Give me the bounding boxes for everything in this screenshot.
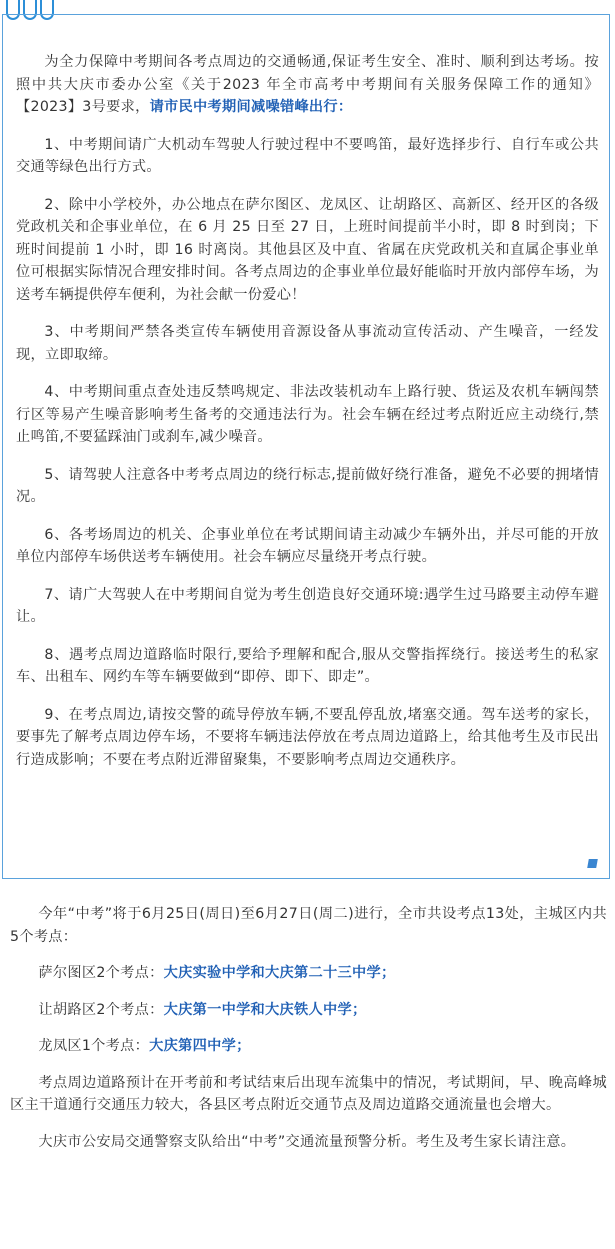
district-saertu xyxy=(10,962,607,985)
notice-item-5: 5、请驾驶人注意各中考考点周边的绕行标志,提前做好绕行准备，避免不必要的拥堵情况。 xyxy=(16,466,599,505)
district-label: 萨尔图区2个考点： xyxy=(38,965,164,981)
district-label: 龙凤区1个考点： xyxy=(38,1038,150,1054)
notice-item-4: 4、中考期间重点查处违反禁鸣规定、非法改装机动车上路行驶、货运及农机车辆闯禁行区等易产生噪音影响考生备考的交通违法行为。社会车辆在经过考点附近应主动绕行,禁止鸣笛,不要猛踩油门或刹车,减少噪音。 xyxy=(16,384,599,445)
traffic-note-paragraph: 考点周边道路预计在开考前和考试结束后出现车流集中的情况，考试期间，早、晚高峰城区主干道通行交通压力较大，各县区考点附近交通节点及周边道路交通流量也会增大。 xyxy=(10,1074,607,1113)
notice-item-1: 1、中考期间请广大机动车驾驶人行驶过程中不要鸣笛，最好选择步行、自行车或公共交通等绿色出行方式。 xyxy=(16,136,599,175)
summary-paragraph: 今年“中考”将于6月25日(周日)至6月27日(周二)进行，全市共设考点13处，主城区内共5个考点： xyxy=(10,906,607,945)
notice-item-3: 3、中考期间严禁各类宣传车辆使用音源设备从事流动宣传活动、产生噪音，一经发现，立即取缔。 xyxy=(16,324,599,363)
district-label: 让胡路区2个考点： xyxy=(38,1001,164,1018)
closing-paragraph: 大庆市公安局交通警察支队给出“中考”交通流量预警分析。考生及考生家长请注意。 xyxy=(38,1133,576,1150)
notice-box xyxy=(2,14,610,879)
intro-paragraph xyxy=(16,51,599,119)
notice-content xyxy=(16,51,599,786)
exam-info-section xyxy=(10,903,607,1167)
corner-decoration-icon xyxy=(587,859,598,868)
intro-text: 为全力保障中考期间各考点周边的交通畅通,保证考生安全、准时、顺利到达考场。按照中共大庆市委办公室《关于2023 年全市高考中考期间有关服务保障工作的通知》【2023】3号要求， xyxy=(16,54,599,115)
intro-highlight: 请市民中考期间减噪错峰出行： xyxy=(149,99,353,115)
district-ranghulu xyxy=(10,999,607,1022)
district-longfeng xyxy=(10,1035,607,1058)
notice-item-8: 8、遇考点周边道路临时限行,要给予理解和配合,服从交警指挥绕行。接送考生的私家车、出租车、网约车等车辆要做到“即停、即下、即走”。 xyxy=(16,646,599,685)
notice-item-9: 9、在考点周边,请按交警的疏导停放车辆,不要乱停乱放,堵塞交通。驾车送考的家长，要事先了解考点周边停车场，不要将车辆违法停放在考点周边道路上，给其他考生及市民出行造成影响；不要在考点附近滞留聚集，不要影响考点周边交通秩序。 xyxy=(16,706,599,768)
notice-item-2: 2、除中小学校外，办公地点在萨尔图区、龙凤区、让胡路区、高新区、经开区的各级党政机关和企事业单位，在 6 月 25 日至 27 日，上班时间提前半小时，即 8 时到岗；下班时间提前 1 小时，即 16 时离岗。其他县区及中直、省属在庆党政机关和直属企事业单位可根据实际情况合理安排时间。各考点周边的企事业单位最好能临时开放内部停车场，为送考车辆提供停车便利，为社会献一份爱心！ xyxy=(16,196,599,303)
district-schools: 大庆第四中学； xyxy=(149,1038,251,1054)
district-schools: 大庆第一中学和大庆铁人中学； xyxy=(163,1001,367,1018)
district-schools: 大庆实验中学和大庆第二十三中学； xyxy=(163,965,396,981)
notice-item-6: 6、各考场周边的机关、企事业单位在考试期间请主动减少车辆外出，并尽可能的开放单位内部停车场供送考车辆使用。社会车辆应尽量绕开考点行驶。 xyxy=(16,526,599,565)
notice-item-7: 7、请广大驾驶人在中考期间自觉为考生创造良好交通环境:遇学生过马路要主动停车避让。 xyxy=(16,586,599,625)
